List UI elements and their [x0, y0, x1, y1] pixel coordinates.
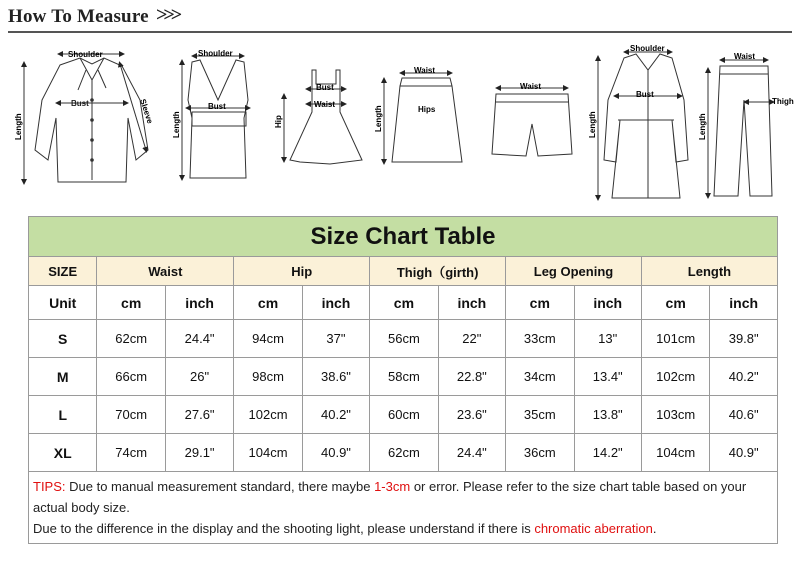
table-cell: 58cm — [370, 358, 438, 396]
table-cell: 22" — [438, 320, 505, 358]
table-cell: 40.9" — [710, 434, 778, 472]
blouse-length-label: Length — [14, 113, 23, 140]
tips-chromatic-aberration: chromatic aberration — [534, 521, 653, 536]
table-cell: 33cm — [506, 320, 574, 358]
table-cell: 24.4" — [165, 320, 233, 358]
vest-length-label: Length — [172, 111, 181, 138]
table-cell: 35cm — [506, 396, 574, 434]
table-cell: 56cm — [370, 320, 438, 358]
table-cell: 103cm — [641, 396, 709, 434]
shorts-illustration — [492, 88, 572, 156]
tips-line1-a: Due to manual measurement standard, there maybe — [65, 479, 375, 494]
skirt-length-label: Length — [374, 105, 383, 132]
table-cell: 102cm — [234, 396, 302, 434]
table-cell: 13" — [574, 320, 641, 358]
hip-group-header: Hip — [234, 257, 370, 286]
skirt-illustration — [384, 73, 462, 162]
header-title: How To Measure — [8, 6, 149, 27]
pants-length-label: Length — [698, 113, 707, 140]
unit-inch: inch — [574, 286, 641, 320]
blouse-shoulder-label: Shoulder — [68, 50, 103, 59]
tips-line2-a: Due to the difference in the display and the shooting light, please understand if there is — [33, 521, 535, 536]
blouse-illustration — [24, 54, 148, 182]
table-cell: 70cm — [97, 396, 165, 434]
tips-line1-b: or error. Please refer to the size chart table based on your actual body size. — [33, 479, 747, 515]
table-cell: 40.9" — [302, 434, 369, 472]
table-cell: 13.4" — [574, 358, 641, 396]
table-cell: 74cm — [97, 434, 165, 472]
unit-cm: cm — [641, 286, 709, 320]
pants-illustration — [708, 60, 772, 196]
coat-illustration — [598, 52, 688, 198]
tips-prefix: TIPS: — [33, 479, 66, 494]
unit-cm: cm — [370, 286, 438, 320]
header-arrows: >>> — [156, 4, 179, 26]
table-row — [29, 358, 778, 396]
table-cell: 98cm — [234, 358, 302, 396]
shorts-waist-label: Waist — [520, 82, 542, 91]
size-chart-table — [28, 216, 778, 544]
table-cell: 34cm — [506, 358, 574, 396]
how-to-measure-header — [0, 0, 800, 34]
size-cell: M — [29, 358, 97, 396]
blouse-bust-label: Bust — [71, 99, 89, 108]
table-cell: 29.1" — [165, 434, 233, 472]
table-cell: 60cm — [370, 396, 438, 434]
unit-inch: inch — [302, 286, 369, 320]
skirt-waist-label: Waist — [414, 66, 436, 75]
table-cell: 102cm — [641, 358, 709, 396]
table-cell: 27.6" — [165, 396, 233, 434]
skirt-hips-label: Hips — [418, 105, 436, 114]
table-cell: 94cm — [234, 320, 302, 358]
tips-error-range: 1-3cm — [374, 479, 411, 494]
table-title: Size Chart Table — [29, 217, 778, 257]
unit-inch: inch — [710, 286, 778, 320]
pants-thigh-label: Thigh — [772, 97, 794, 106]
coat-length-label: Length — [588, 111, 597, 138]
blouse-sleeve-label: Sleeve — [138, 97, 155, 125]
vest-illustration — [182, 56, 248, 178]
unit-cm: cm — [234, 286, 302, 320]
tips-line2-b: . — [652, 521, 657, 536]
unit-cm: cm — [97, 286, 165, 320]
unit-inch: inch — [438, 286, 505, 320]
table-cell: 39.8" — [710, 320, 778, 358]
table-cell: 62cm — [97, 320, 165, 358]
unit-inch: inch — [165, 286, 233, 320]
leg-opening-group-header: Leg Opening — [506, 257, 642, 286]
length-group-header: Length — [641, 257, 777, 286]
dress-waist-label: Waist — [314, 100, 336, 109]
table-cell: 37" — [302, 320, 369, 358]
table-row — [29, 434, 778, 472]
table-cell: 40.2" — [710, 358, 778, 396]
table-cell: 24.4" — [438, 434, 505, 472]
coat-shoulder-label: Shoulder — [630, 44, 665, 53]
unit-cm: cm — [506, 286, 574, 320]
table-row — [29, 320, 778, 358]
waist-group-header: Waist — [97, 257, 234, 286]
table-cell: 40.6" — [710, 396, 778, 434]
table-cell: 66cm — [97, 358, 165, 396]
size-column-header: SIZE — [29, 257, 97, 286]
table-cell: 22.8" — [438, 358, 505, 396]
table-cell: 14.2" — [574, 434, 641, 472]
vest-bust-label: Bust — [208, 102, 226, 111]
table-cell: 26" — [165, 358, 233, 396]
pants-waist-label: Waist — [734, 52, 756, 61]
table-cell: 101cm — [641, 320, 709, 358]
vest-shoulder-label: Shoulder — [198, 49, 233, 58]
coat-bust-label: Bust — [636, 90, 654, 99]
table-cell: 36cm — [506, 434, 574, 472]
table-cell: 104cm — [234, 434, 302, 472]
table-cell: 38.6" — [302, 358, 369, 396]
table-cell: 104cm — [641, 434, 709, 472]
size-cell: S — [29, 320, 97, 358]
table-row — [29, 396, 778, 434]
thigh-group-header: Thigh（girth) — [370, 257, 506, 286]
size-cell: XL — [29, 434, 97, 472]
tips-note — [29, 472, 778, 544]
header-divider — [8, 31, 792, 33]
table-cell: 23.6" — [438, 396, 505, 434]
size-cell: L — [29, 396, 97, 434]
table-cell: 40.2" — [302, 396, 369, 434]
dress-hip-label: Hip — [274, 115, 283, 128]
table-cell: 13.8" — [574, 396, 641, 434]
garment-illustrations — [0, 40, 800, 215]
table-cell: 62cm — [370, 434, 438, 472]
unit-row-label: Unit — [29, 286, 97, 320]
dress-bust-label: Bust — [316, 83, 334, 92]
